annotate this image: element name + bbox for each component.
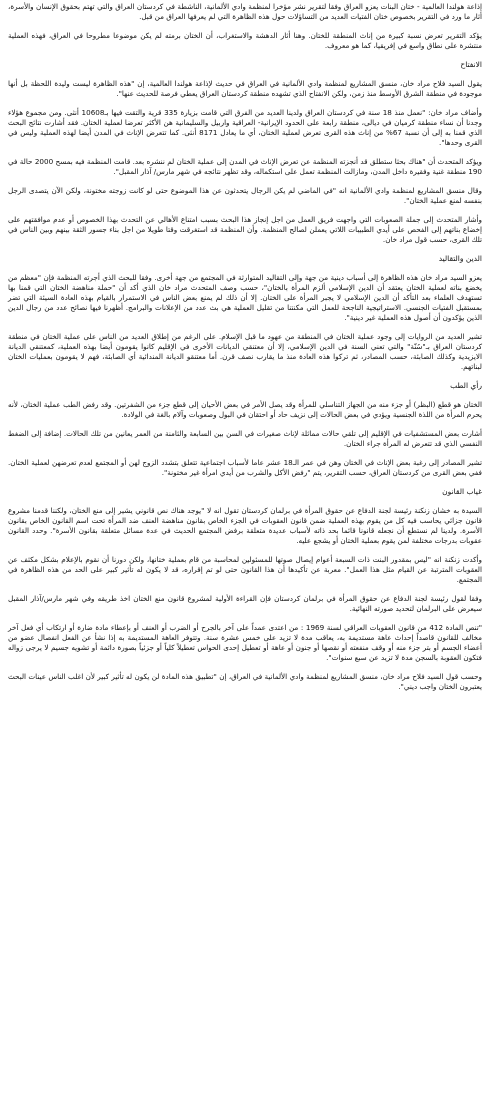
statistics-paragraph: وأضاف مراد خان: "نعمل منذ 18 سنة في كردستان العراق ولدينا العديد من الفرق التي قامت بزيارة 335 قرية والتقت فيها بـ10608 أنثى. ومن مجموع هؤلاء وجدنا أن نساء منطقة كرميان في ديالى، منطقة رابعة على الحدود الإيرانية- العراقية واربيل والسليمانية هن الأكثر تعرضا لعملية الختان. فقد أشارت نتائج البحث الذي قمنا به إلى أن نسبة 67% من إناث هذه القرى تعرض لعملية الختان، أي ما يعادل 8171 أنثى. كما تتعرض الإناث في المدن أيضا لهذه العملية وليس في القرى وحدها". [8,108,482,147]
paragraph: وفقا لقول رئيسة لجنة الدفاع عن حقوق المرأة في برلمان كردستان فإن القراءة الأولية لمشروع قانون منع الختان اخذ طريقه وفي شهر مارس/آذار المقبل سيعرض على البرلمان لتحديد صورته النهائية. [8,594,482,613]
section-heading-law: غياب القانون [442,487,482,496]
paragraph: وقال منسق المشاريع لمنظمة وادي الألمانية انه "في الماضي لم يكن الرجال يتحدثون عن هذا الموضوع حتى لو كانت زوجته مختونة، ولكن الآن يتصدى الرجل بنفسه لمنع عملية الختان". [8,186,482,205]
article [8,0,482,692]
paragraph: ويؤكد المتحدث أن "هناك بحثا ستطلق قد أنجزته المنظمة عن تعرض الإناث في المدن إلى عملية الختان لم ننشره بعد. قامت المنظمة فيه بمسح 2000 حالة في 190 منطقة غنية وفقيرة داخل المدن، ومازالت المنظمة تعمل على استكماله، وقد تظهر نتائجه في شهر مارس/ آذار المقبل". [8,157,482,176]
law-quote-paragraph: "تنص المادة 412 من قانون العقوبات العراقي لسنة 1969 : من اعتدى عمداً على آخر بالجرح أو الضرب أو العنف أو بإعطاء مادة ضارة أو ارتكاب أي فعل آخر مخالف للقانون قاصداً إحداث عاهة مستديمة به، يعاقب مدة لا تزيد على خمس عشرة سنة. وتتوفر العاهة المستديمة به إذا نشأ عن الفعل انفصال عضو من أعضاء الجسم أو بتر جزء منه أو وقف منفعته أو نقصها أو جنون أو عاهة أو تعطيل إحدى الحواس تعطيلاً كلياً أو جزئياً بصورة دائمة أو تشويه جسيم لا يرجى زواله فتكون العقوبة بالسجن مدة لا تزيد عن سبع سنوات". [8,623,482,662]
section-heading-opening: الانفتاح [460,60,482,69]
paragraph: وأكدت زنكنة انه "ليس بمقدور البنت ذات السبعة أعوام إيصال صوتها للمسئولين لمحاسبة من قام بعملية ختانها، ولكن دورنا أن نقوم بالإعلام بشكل مكثف عن العقوبات المترتبة عن القيام مثل هذا العمل". معربة عن تأكيدها أن هذا القانون حتى لو تم إقراره، قد لا يكون له تأثير كبير على الحد من هذه الظاهرة في المجتمع. [8,555,482,584]
closing-paragraph: وحسب قول السيد فلاح مراد خان، منسق المشاريع لمنظمة وادي الألمانية في العراق، إن "تطبيق هذه المادة لن يكون له تأثير كبير لأن اغلب الناس عينات البحث يعتبرون الختان واجب ديني". [8,672,482,691]
section-heading-religion: الدين والتقاليد [438,254,482,263]
paragraph: وأشار المتحدث إلى جملة الصعوبات التي واجهت فريق العمل من اجل إنجاز هذا البحث بسبب امتناع الأهالي عن التحدث بهذا الخصوص أو عدم موافقتهم على إخضاع بناتهم إلى الفحص على أيدي الطبيبات اللاتي يعملن لصالح المنظمة. وأن المنظمة قد استغرقت وقتا طويلا من اجل بناء جسور الثقة بينهم وبين الناس في تلك القرى، حسب قول مراد خان. [8,215,482,244]
section-heading-medical: رأي الطب [450,381,482,390]
intro-paragraph: إذاعة هولندا العالمية - ختان البنات يعزو العراق وفقا لتقرير نشر مؤخرا لمنظمة وادي الألمانية، الناشطة في كردستان العراق والتي تهتم بحقوق الإنسان والأسرة، أثار ما ورد في التقرير بخصوص ختان الفتيات العديد من التساؤلات حول هذه الظاهرة التي لم يعرفها العراق من قبل. [8,2,482,21]
paragraph: الختان هو قطع (البظر) أو جزء منه من الجهاز التناسلي للمرأة وقد يصل الأمر في بعض الأحيان إلى قطع جزء من الشفرتين. وقد رفض الطب عملية الختان، لأنه يحرم المرأة من اللذة الجنسية ويؤدي في بعض الحالات إلى نزيف حاد أو احتقان في البول وصعوبات وآلام بالغة في الولادة. [8,400,482,419]
paragraph: تشير العديد من الروايات إلى وجود عملية الختان في المنطقة من عهود ما قبل الإسلام. على الرغم من إطلاق العديد من الناس على عملية الختان في منطقة كردستان العراق بـ"سُنّة" والتي تعني السنة في الدين الإسلامي، إلا أن معتنقي الديانات الأخرى في الإقليم كانوا يقومون أيضا بهذه العملية، كمعتنقي الديانة الايزيدية وكذلك الصابئة، حسب المصادر، ثم تركوا هذه العادة منذ ما يقارب نصف قرن. أما معتنقو الديانة المندائية أي الصابئة، فهم لا يقومون بعمليات الختان لبناتهم. [8,332,482,371]
paragraph: السيدة به خشان زنكنة رئيسة لجنة الدفاع عن حقوق المرأة في برلمان كردستان تقول انه لا "يوجد هناك نص قانوني يشير إلى منع الختان، ولكننا قدمنا مشروع قانون جزائي يحاسب فيه كل من يقوم بهذه العملية ضمن قانون العقوبات في الجزء الخاص بقانون مناهضة العنف ضد المرأة تحت اسم القانون الخاص بقانون الأسرة. ولدينا لم نستطع أن نجعله قانونا قائما بحد ذاته لأسباب عديدة متعلقة برفض المجتمع الحديث في عدة مسائل متعلقة بقانون الأسرة". وحدد القانون عقوبات بدرجات مختلفة لمن يقوم بعملية الختان أو يشجع عليه. [8,506,482,545]
paragraph: أشارت بعض المستشفيات في الإقليم إلى تلقي حالات مماثلة لإناث صغيرات في السن بين السابعة والثامنة من العمر يعانين من تلك الحالات. إضافة إلى الضغط النفسي الذي قد تتعرض له المرأة جراء الختان. [8,429,482,448]
paragraph: يعزو السيد مراد خان هذه الظاهرة إلى أسباب دينية من جهة وإلى التقاليد المتوارثة في المجتمع من جهة أخرى. وفقا للبحث الذي أجرته المنظمة فإن "معظم من يخضع بناته لعملية الختان يعتقد أن الدين الإسلامي ألزم المرأة بالختان"، حسب وصف المتحدث مراد خان الذي أكد أن "حملة مناهضة الختان التي قمنا بها تستهدف العلماء بعد التأكد أن الدين الإسلامي لا يجبر المرأة على الختان. إلا أن ذلك لم يمنع بعض الناس في الاستمرار بالقيام بهذه العادة السيئة التي تضر بمستقبل الفتيات الجنسي. الاستراتيجية الناجحة للعمل التي مكنتنا من تقليل العملية هي بث عدد من الإعلانات والبرامج. أظهرنا فيها نصائح عدد من رجال الدين الذين يؤكدون أن أصول هذه العملية غير دينية". [8,273,482,322]
paragraph: يقول السيد فلاح مراد خان، منسق المشاريع لمنظمة وادي الألمانية في العراق في حديث لإذاعة هولندا العالمية، إن "هذه الظاهرة ليست وليدة اللحظة بل أنها موجودة في منطقة الشرق الأوسط منذ زمن، ولكن الانفتاح الذي تشهده منطقة كردستان العراق يعطي فرصة للحديث عنها". [8,79,482,98]
paragraph: تشير المصادر إلى رغبة بعض الإناث في الختان وهن في عمر الـ18 عشر عاما لأسباب اجتماعية تتعلق بتشدد الزوج لهن أو المجتمع لعدم تعرضهن لعملية الختان. ففي بعض القرى من كردستان العراق، حسب التقرير، يتم "رفض الأكل والشرب من أيدي امرأة غير مختونة". [8,458,482,477]
report-summary-paragraph: يؤكد التقرير تعرض نسبة كبيرة من إناث المنطقة للختان. وهنا أثار الدهشة والاستغراب، أن الختان برمته لم يكن موضوعا مطروحا في العراق، فهذه العملية منتشرة على نطاق واسع في إفريقيا، كما هو معروف. [8,31,482,50]
